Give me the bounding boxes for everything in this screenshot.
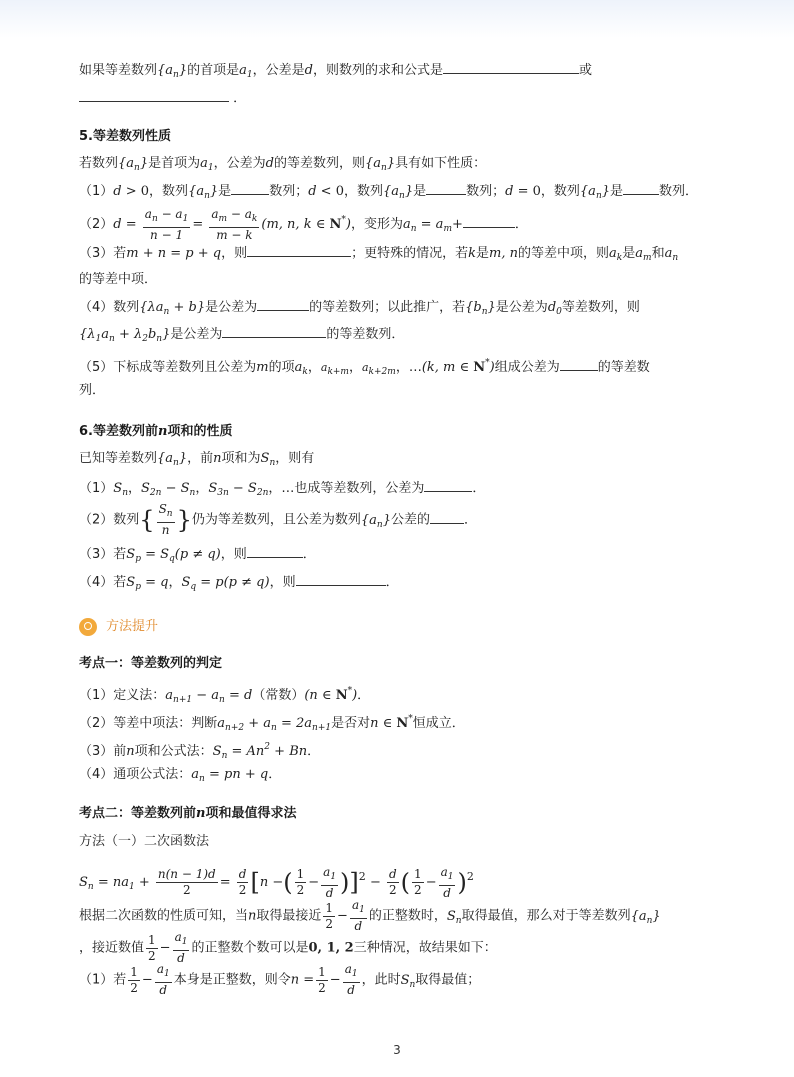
sec6-property-1: $(1)S_n$，$S_{2n} - S_n$，$S_{3n} - S_{2n}$，…也成等差数列，公差为 ． bbox=[79, 481, 486, 498]
sec5-intro: 若数列$\{a_n\}$是首项为$a_1$，公差为d的等差数列，则$\{a_n\}$具有如下性质： bbox=[79, 156, 487, 173]
keypoint-2-title: 考点二：等差数列前n项和最值得求法 bbox=[79, 806, 297, 821]
sec5-property-3-cont: 的等差中项． bbox=[79, 272, 158, 287]
sec5-property-4: （4）数列$\{\lambda a_n + b\}$是公差为 的等差数列；以此推广，若$\{b_n\}$是公差为$d_0$等差数列，则 bbox=[79, 300, 640, 317]
kp2-text-2: ，接近数值 $\frac{1}{2}$ − $\frac{a_1}{d}$ 的正整数个数可以是0, 1, 2三种情况，故结果如下： bbox=[79, 930, 497, 965]
sec6-property-4: （4）若$S_p = q$，$S_q = p(p \ne q)$，则 ． bbox=[79, 575, 399, 592]
sec6-property-3: （3）若$S_p = S_q(p \ne q)$，则 ． bbox=[79, 547, 316, 564]
sec5-property-1: （1）d > 0，数列$\{a_n\}$是 数列；d < 0，数列$\{a_n\}$是 数列；d = 0，数列$\{a_n\}$是 数列． bbox=[79, 184, 699, 201]
kp2-text-3: （1）若 $\frac{1}{2}$ − $\frac{a_1}{d}$ 本身是正整数，则令n = $\frac{1}{2}$ − $\frac{a_1}{d}$ ，此时$S_n$取得最值； bbox=[79, 962, 481, 997]
sum-formula-line: 如果等差数列$\{a_n\}$的首项是$a_1$，公差是d，则数列的求和公式是 或 bbox=[79, 63, 593, 80]
keypoint-1-title: 考点一：等差数列的判定 bbox=[79, 656, 223, 671]
sec5-property-5: （5）下标成等差数列且公差为m的项$a_k$，$a_{k+m}$，$a_{k+2m}$，…(k, m ∈ N*)组成公差为 的等差数 bbox=[79, 358, 650, 377]
sec5-property-3: （3）若m + n = p + q，则 ；更特殊的情况，若k是m, n的等差中项，则$a_k$是$a_m$和$a_n$ bbox=[79, 246, 679, 263]
sec6-property-2: （2）数列{ $\frac{S_n}{n}$ }仍为等差数列，且公差为数列$\{a_n\}$公差的 ． bbox=[79, 502, 478, 537]
page-number: 3 bbox=[393, 1043, 401, 1057]
lightbulb-icon bbox=[79, 618, 97, 636]
kp1-rule-1: （1）定义法：$a_{n+1} - a_n = d$（常数）(n ∈ N*)． bbox=[79, 686, 371, 705]
kp1-rule-4: （4）通项公式法：$a_n$ = pn + q． bbox=[79, 767, 282, 784]
sec6-intro: 已知等差数列$\{a_n\}$，前n项和为$S_n$，则有 bbox=[79, 451, 315, 468]
quadratic-formula: $S_n = na_1$ + $\frac{n(n - 1)d}{2}$ = $\frac{d}{2}$ [n −( $\frac{1}{2}$ − $\frac{a_1}{d}$ )]$^2$ − $\frac{d}{2}$ ( $\frac{1}{2}$ − $\frac{a_1}{d}$ )$^2$ bbox=[79, 864, 474, 900]
kp1-rule-3: （3）前n项和公式法：$S_n = An^2 + Bn$． bbox=[79, 742, 321, 761]
sec5-property-4-cont: $\{\lambda_1a_n + \lambda_2b_n\}$是公差为 的等差数列． bbox=[79, 327, 405, 344]
method-section-label: 方法提升 bbox=[106, 619, 159, 634]
sum-formula-line-2: ． bbox=[79, 89, 764, 108]
sec5-property-2: （2）d = $\frac{a_n - a_1}{n - 1}$ = $\frac{a_m - a_k}{m - k}$ (m, n, k ∈ N*)，变形为$a_n = a_m+$ ． bbox=[79, 206, 528, 242]
sec5-property-5-cont: 列． bbox=[79, 383, 106, 398]
kp2-text-1: 根据二次函数的性质可知，当n取得最接近 $\frac{1}{2}$ − $\frac{a_1}{d}$ 的正整数时，$S_n$取得最值，那么对于等差数列$\{a_n\}$ bbox=[79, 898, 661, 933]
section-6-title: 6.等差数列前n项和的性质 bbox=[79, 424, 233, 439]
kp2-method-1: 方法（一）二次函数法 bbox=[79, 834, 210, 849]
kp1-rule-2: （2）等差中项法：判断$a_{n+2} + a_n = 2a_{n+1}$是否对n ∈ N*恒成立． bbox=[79, 714, 465, 733]
section-5-title: 5.等差数列性质 bbox=[79, 129, 171, 144]
